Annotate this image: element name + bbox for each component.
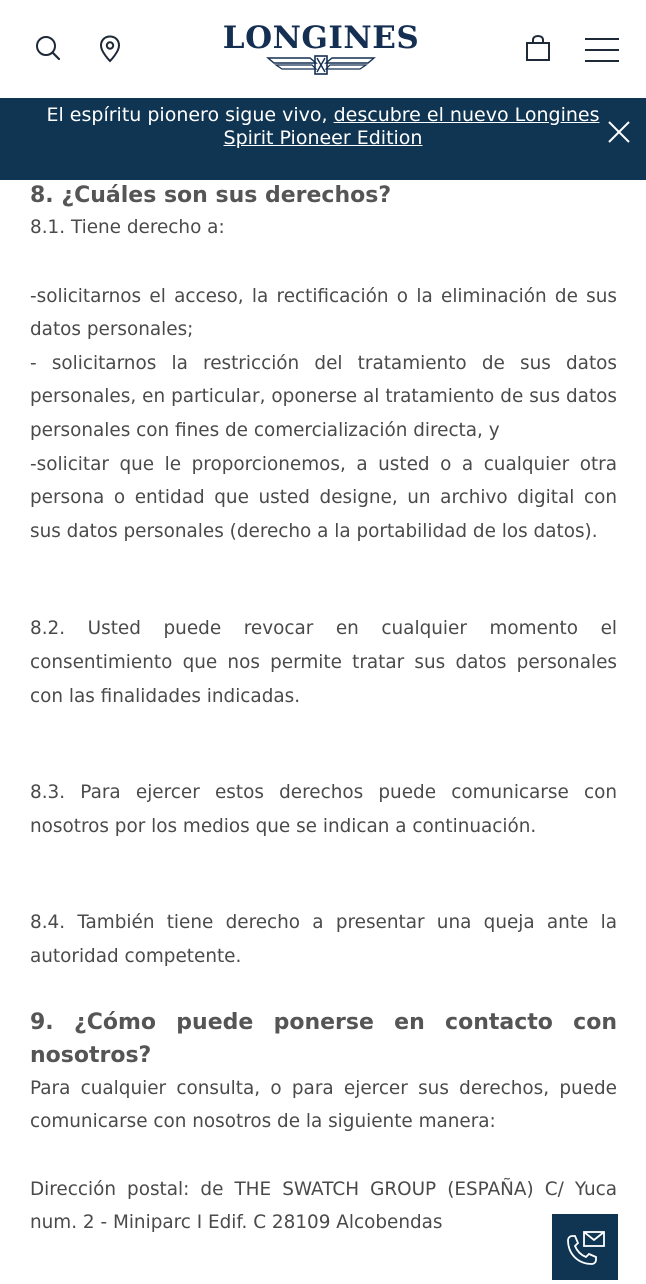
section-8-1-item-2: - solicitarnos la restricción del tratamiento de sus datos personales, en particular, oponerse al tratamiento de sus datos personales con fines de comercialización directa, y (30, 352, 617, 441)
banner-text: El espíritu pionero sigue vivo, (46, 104, 334, 126)
banner-link[interactable]: descubre el nuevo Longines Spirit Pioneer Edition (223, 104, 600, 149)
section-8-title: 8. ¿Cuáles son sus derechos? (30, 183, 392, 208)
promo-banner (0, 98, 646, 180)
winged-hourglass-emblem (266, 54, 376, 76)
section-8-4: 8.4. También tiene derecho a presentar una queja ante la autoridad competente. (30, 912, 617, 967)
section-8-3: 8.3. Para ejercer estos derechos puede comunicarse con nosotros por los medios que se indican a continuación. (30, 782, 617, 837)
banner-message (40, 104, 606, 150)
section-8-2: 8.2. Usted puede revocar en cualquier momento el consentimiento que nos permite tratar sus datos personales con las finalidades indicadas. (30, 618, 617, 707)
brand-logo[interactable] (206, 20, 436, 80)
search-icon[interactable] (35, 35, 61, 65)
section-8-1-intro: 8.1. Tiene derecho a: (30, 217, 225, 238)
section-8-1-item-1: -solicitarnos el acceso, la rectificación o la eliminación de sus datos personales; (30, 285, 617, 341)
close-icon[interactable] (606, 119, 632, 149)
privacy-policy-content (30, 180, 617, 1240)
hamburger-menu-icon[interactable] (585, 37, 619, 67)
phone-mail-icon (552, 1214, 618, 1280)
section-9-address: Dirección postal: de THE SWATCH GROUP (ESPAÑA) C/ Yuca num. 2 - Miniparc I Edif. C 28109 Alcobendas (30, 1178, 617, 1234)
section-9-intro: Para cualquier consulta, o para ejercer sus derechos, puede comunicarse con nosotros de la siguiente manera: (30, 1077, 617, 1133)
shopping-bag-icon[interactable] (525, 35, 551, 66)
brand-wordmark: LONGINES (222, 20, 420, 56)
site-header (0, 0, 646, 98)
section-9-title: 9. ¿Cómo puede ponerse en contacto con nosotros? (30, 1009, 617, 1068)
location-pin-icon[interactable] (99, 35, 121, 67)
section-8-1-item-3: -solicitar que le proporcionemos, a usted o a cualquier otra persona o entidad que usted designe, un archivo digital con sus datos personales (derecho a la portabilidad de los datos). (30, 453, 617, 542)
contact-button[interactable] (552, 1214, 618, 1280)
